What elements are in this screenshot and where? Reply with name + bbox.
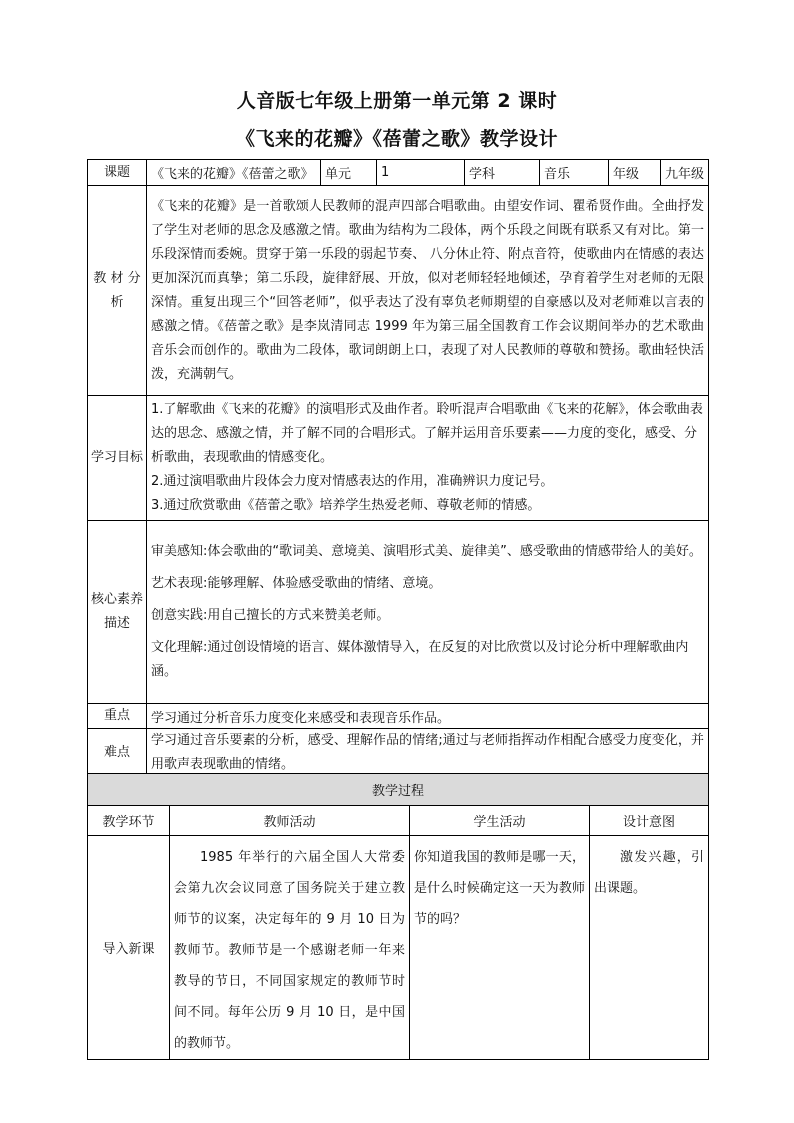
analysis-row bbox=[88, 186, 709, 396]
grade-label: 年级 bbox=[609, 160, 661, 186]
teacher-activity-cell: 1985 年举行的六届全国人大常委会第九次会议同意了国务院关于建立教师节的议案，决定每年的 9 月 10 日为教师节。教师节是一个感谢老师一年来教导的节日，不同国家规定的教师节时间不同。每年公历 9 月 10 日，是中国的教师节。 bbox=[170, 836, 410, 1060]
goals-label: 学习目标 bbox=[88, 396, 147, 521]
goals-list bbox=[147, 396, 709, 521]
header-design-intent: 设计意图 bbox=[590, 806, 709, 836]
literacy-item: 艺术表现:能够理解、体验感受歌曲的情绪、意境。 bbox=[151, 576, 442, 591]
student-activity-cell: 你知道我国的教师是哪一天，是什么时候确定这一天为教师节的吗？ bbox=[410, 836, 590, 1060]
literacy-item: 文化理解:通过创设情境的语言、媒体激情导入，在反复的对比欣赏以及讨论分析中理解歌曲内涵。 bbox=[151, 640, 689, 679]
difficulty-row bbox=[88, 729, 709, 778]
goal-item: 2.通过演唱歌曲片段体会力度对情感表达的作用，准确辨识力度记号。 bbox=[151, 474, 554, 489]
key-point-text: 学习通过分析音乐力度变化来感受和表现音乐作品。 bbox=[147, 704, 709, 729]
literacy-label: 核心素养描述 bbox=[88, 521, 147, 704]
header-student-activity: 学生活动 bbox=[410, 806, 590, 836]
design-intent-cell: 激发兴趣，引出课题。 bbox=[590, 836, 709, 1060]
literacy-item: 审美感知:体会歌曲的“歌词美、意境美、演唱形式美、旋律美”、感受歌曲的情感带给人的美好。 bbox=[151, 544, 702, 559]
document-title: 人音版七年级上册第一单元第 2 课时 bbox=[236, 90, 558, 112]
goal-item: 3.通过欣赏歌曲《蓓蕾之歌》培养学生热爱老师、尊敬老师的情感。 bbox=[151, 498, 541, 513]
process-row bbox=[88, 836, 709, 1060]
literacy-item: 创意实践:用自己擅长的方式来赞美老师。 bbox=[151, 608, 390, 623]
course-label: 课题 bbox=[88, 160, 147, 186]
goal-item: 1.了解歌曲《飞来的花瓣》的演唱形式及曲作者。聆听混声合唱歌曲《飞来的花解》，体会歌曲表达的思念、感激之情，并了解不同的合唱形式。了解并运用音乐要素——力度的变化，感受、分析歌曲，表现歌曲的情感变化。 bbox=[151, 402, 703, 465]
analysis-label: 教 材 分析 bbox=[88, 186, 147, 396]
process-header-row bbox=[88, 806, 709, 836]
literacy-row bbox=[88, 521, 709, 704]
document-subtitle: 《飞来的花瓣》《蓓蕾之歌》教学设计 bbox=[235, 128, 558, 150]
analysis-text: 《飞来的花瓣》是一首歌颂人民教师的混声四部合唱歌曲。由望安作词、瞿希贤作曲。全曲抒发了学生对老师的思念及感激之情。歌曲为结构为二段体，两个乐段之间既有联系又有对比。第一乐段深情而委婉。贯穿于第一乐段的弱起节奏、 八分休止符、附点音符，使歌曲内在情感的表达更加深沉而真挚；第二乐段，旋律舒展、开放，似对老师轻轻地倾述，孕育着学生对老师的无限深情。重复出现三个“回答老师”，似乎表达了没有辜负老师期望的自豪感以及对老师难以言表的感激之情。《蓓蕾之歌》是李岚清同志 1999 年为第三届全国教育工作会议期间举办的艺术歌曲音乐会而创作的。歌曲为二段体，歌词朗朗上口，表现了对人民教师的尊敬和赞扬。歌曲轻快活泼，充满朝气。 bbox=[147, 186, 709, 396]
goals-row bbox=[88, 396, 709, 521]
header-stage: 教学环节 bbox=[88, 806, 170, 836]
subject-value: 音乐 bbox=[540, 160, 609, 186]
lesson-info-table bbox=[87, 159, 709, 778]
key-point-row bbox=[88, 704, 709, 729]
course-value: 《飞来的花瓣》《蓓蕾之歌》 bbox=[147, 160, 321, 186]
info-row bbox=[88, 160, 709, 186]
stage-cell: 导入新课 bbox=[88, 836, 170, 1060]
header-teacher-activity: 教师活动 bbox=[170, 806, 410, 836]
difficulty-text: 学习通过音乐要素的分析，感受、理解作品的情绪;通过与老师指挥动作相配合感受力度变化，并用歌声表现歌曲的情绪。 bbox=[147, 729, 709, 778]
unit-label: 单元 bbox=[321, 160, 377, 186]
process-title-row bbox=[88, 774, 709, 806]
grade-value: 九年级 bbox=[661, 160, 709, 186]
literacy-list bbox=[147, 521, 709, 704]
process-section-title: 教学过程 bbox=[88, 774, 709, 806]
key-point-label: 重点 bbox=[88, 704, 147, 729]
difficulty-label: 难点 bbox=[88, 729, 147, 778]
subject-label: 学科 bbox=[465, 160, 540, 186]
teaching-process-table bbox=[87, 773, 709, 1060]
unit-value: 1 bbox=[377, 160, 465, 186]
